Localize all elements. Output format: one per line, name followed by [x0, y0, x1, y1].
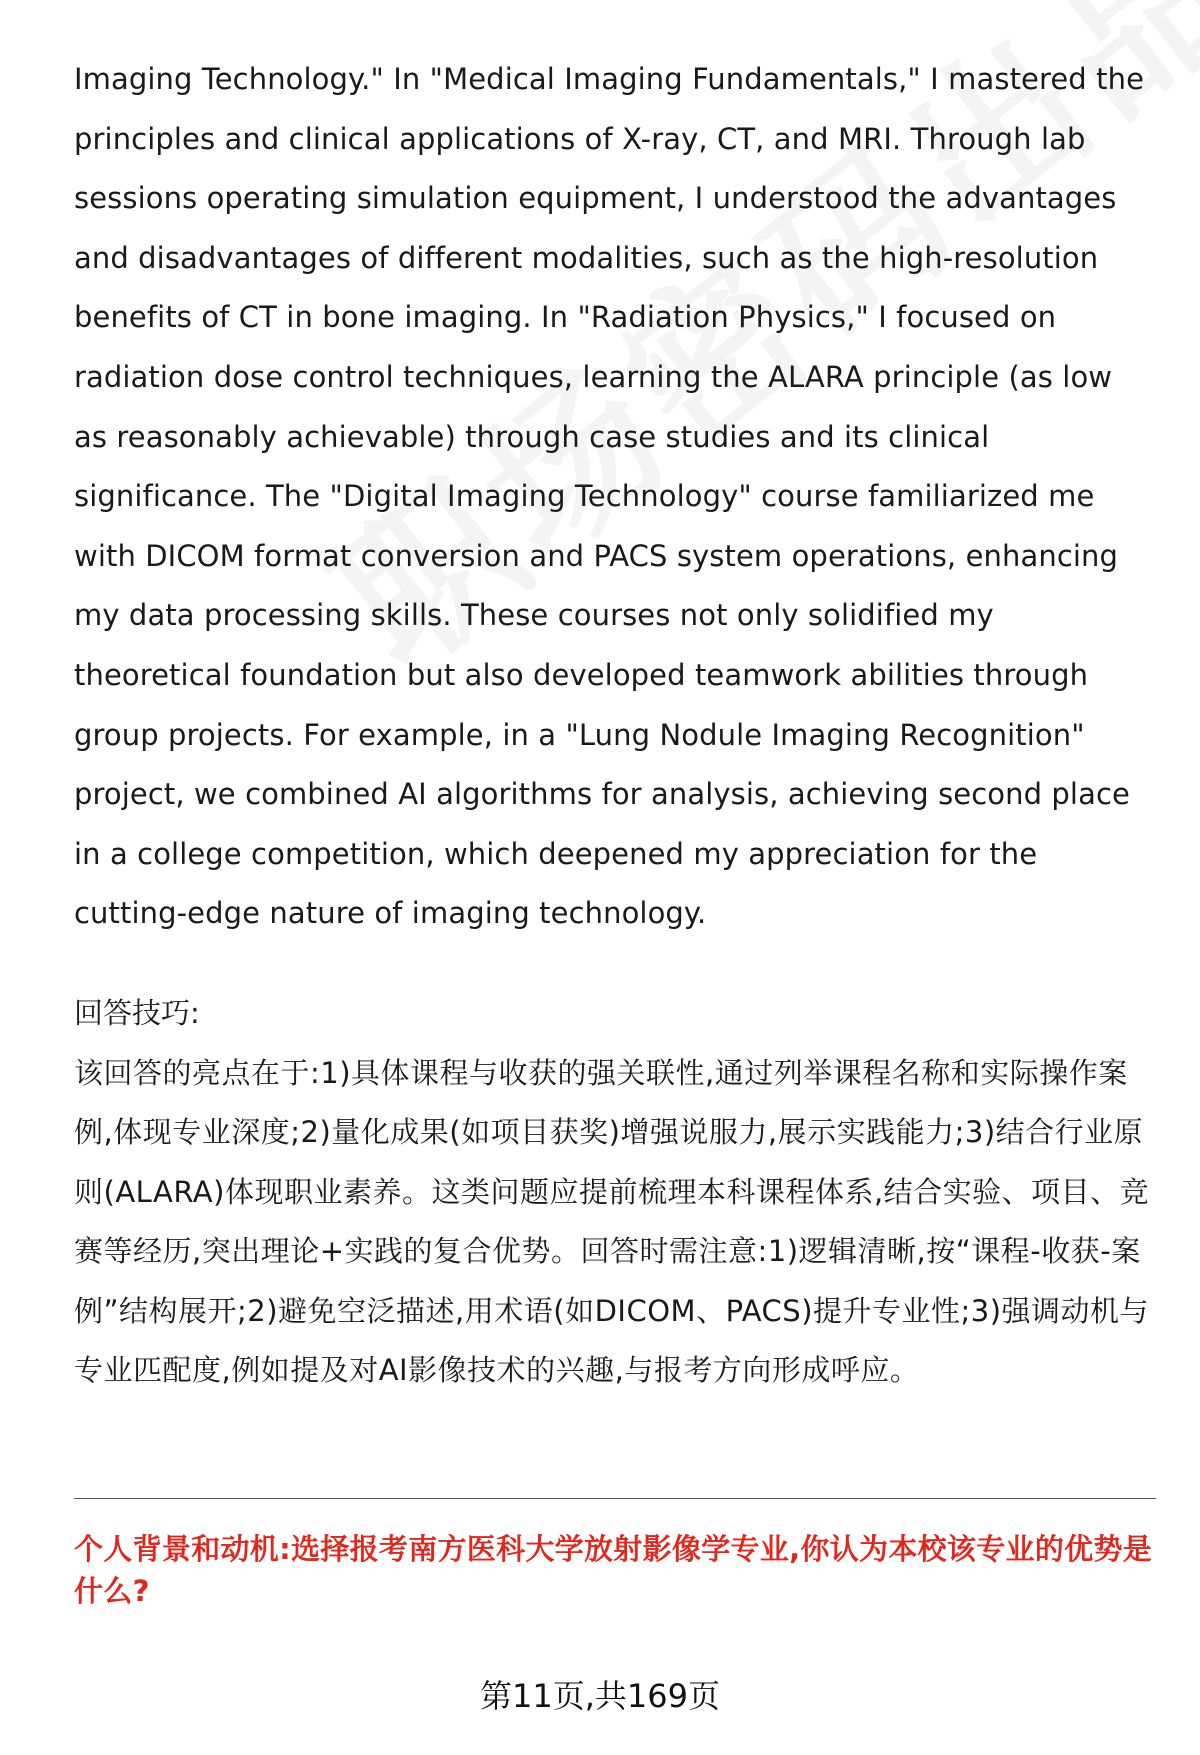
- tips-body: 该回答的亮点在于:1)具体课程与收获的强关联性,通过列举课程名称和实际操作案例,体现专业深度;2)量化成果(如项目获奖)增强说服力,展示实践能力;3)结合行业原则(ALARA)体现职业素养。这类问题应提前梳理本科课程体系,结合实验、项目、竞赛等经历,突出理论+实践的复合优势。回答时需注意:1)逻辑清晰,按“课程-收获-案例”结构展开;2)避免空泛描述,用术语(如DICOM、PACS)提升专业性;3)强调动机与专业匹配度,例如提及对AI影像技术的兴趣,与报考方向形成呼应。: [74, 1055, 1150, 1388]
- tips-heading: 回答技巧:: [74, 995, 200, 1030]
- main-content: [74, 50, 1154, 1401]
- next-question-heading: 个人背景和动机:选择报考南方医科大学放射影像学专业,你认为本校该专业的优势是什么?: [74, 1532, 1153, 1608]
- page-number-footer: 第11页,共169页: [480, 1677, 720, 1715]
- answer-paragraph: Imaging Technology." In "Medical Imaging Fundamentals," I mastered the principles and clinical applications of X-ray, CT, and MRI. Through lab sessions operating simulation equipment, I understood the advantages and disadvantages of different modalities, such as the high-resolution benefits of CT in bone imaging. In "Radiation Physics," I focused on radiation dose control techniques, learning the ALARA principle (as low as reasonably achievable) through case studies and its clinical significance. The "Digital Imaging Technology" course familiarized me with DICOM format conversion and PACS system operations, enhancing my data processing skills. These courses not only solidified my theoretical foundation but also developed teamwork abilities through group projects. For example, in a "Lung Nodule Imaging Recognition" project, we combined AI algorithms for analysis, achieving second place in a college competition, which deepened my appreciation for the cutting-edge nature of imaging technology.: [74, 62, 1145, 931]
- section-divider: [74, 1498, 1156, 1499]
